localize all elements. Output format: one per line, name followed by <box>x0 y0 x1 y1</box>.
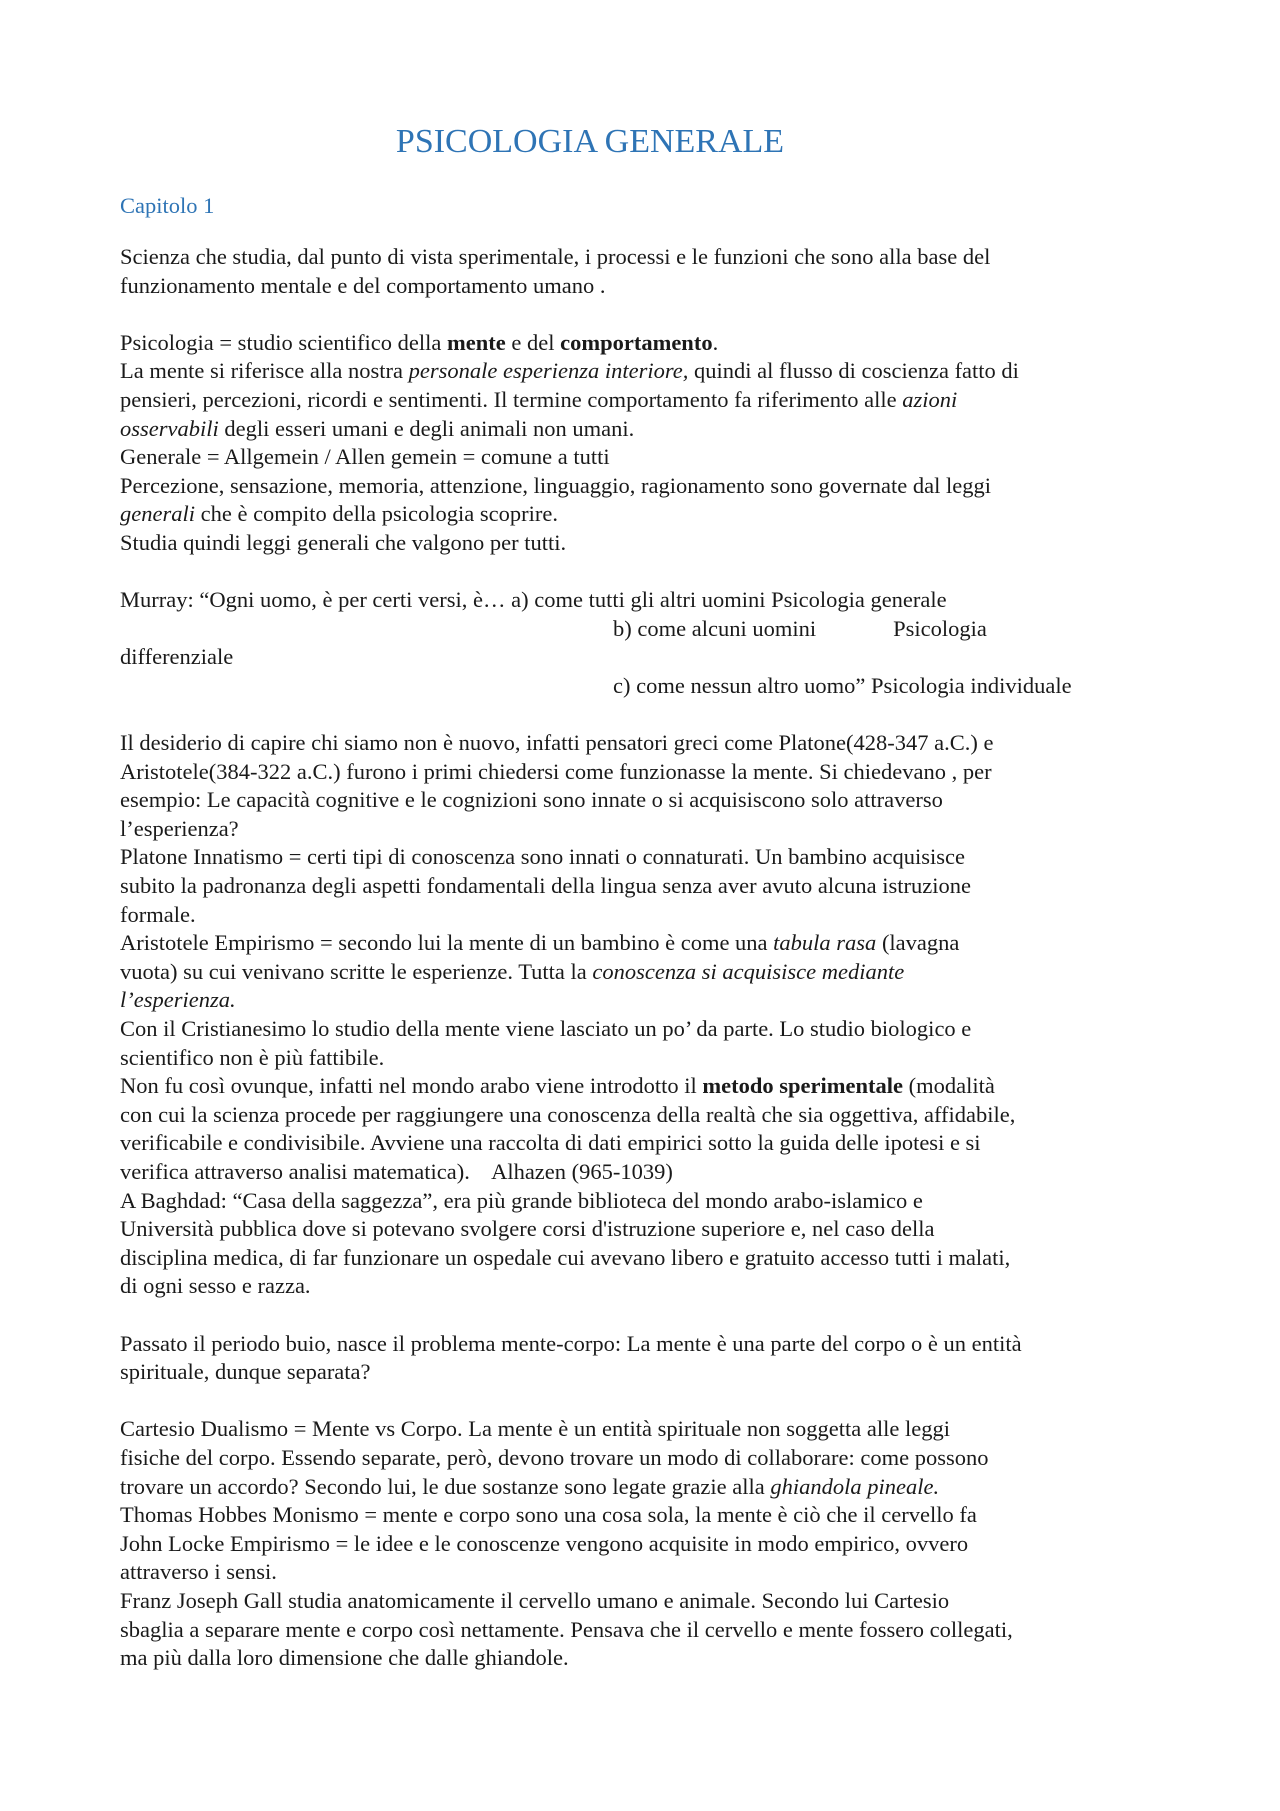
murray-option-b-label: Psicologia <box>893 615 987 641</box>
problema-line-2: spirituale, dunque separata? <box>120 1359 371 1385</box>
hobbes-line: Thomas Hobbes Monismo = mente e corpo sono una cosa sola, la mente è ciò che il cervello fa <box>120 1502 977 1528</box>
arabo-text-a: Non fu così ovunque, infatti nel mondo arabo viene introdotto il <box>120 1073 703 1099</box>
gall-line-3: ma più dalla loro dimensione che dalle ghiandole. <box>120 1645 569 1671</box>
aristotele-paragraph <box>120 929 1170 1015</box>
baghdad-line-2: Università pubblica dove si potevano svolgere corsi d'istruzione superiore e, nel caso della <box>120 1216 935 1242</box>
cartesio-line-1: Cartesio Dualismo = Mente vs Corpo. La mente è un entità spirituale non soggetta alle leggi <box>120 1416 950 1442</box>
murray-line-2 <box>120 616 987 641</box>
def-mente: mente <box>447 329 506 355</box>
def-text-e: . <box>712 329 719 355</box>
mente-paragraph <box>120 357 1170 443</box>
cartesio-line-2: fisiche del corpo. Essendo separate, però, devono trovare un modo di collaborare: come possono <box>120 1444 989 1470</box>
aristotele-italic-tabula: tabula rasa <box>773 930 877 956</box>
gall-paragraph <box>120 1587 1170 1673</box>
baghdad-line-3: disciplina medica, di far funzionare un ospedale cui avevano libero e gratuito accesso tutti i malati, <box>120 1244 1011 1270</box>
generale-line: Generale = Allgemein / Allen gemein = comune a tutti <box>120 444 610 470</box>
percezione-line-1: Percezione, sensazione, memoria, attenzione, linguaggio, ragionamento sono governate dal leggi <box>120 472 991 498</box>
problema-line-1: Passato il periodo buio, nasce il problema mente-corpo: La mente è una parte del corpo o è un entità <box>120 1330 1022 1356</box>
percezione-paragraph <box>120 472 1170 529</box>
title-container <box>0 120 1280 164</box>
baghdad-line-4: di ogni sesso e razza. <box>120 1273 311 1299</box>
cristianesimo-paragraph <box>120 1015 1170 1072</box>
platone-line-2: subito la padronanza degli aspetti fondamentali della lingua senza aver avuto alcuna istruzione <box>120 873 971 899</box>
murray-line-1: Murray: “Ogni uomo, è per certi versi, è… a) come tutti gli altri uomini Psicologia generale <box>120 587 947 613</box>
mente-line-2: pensieri, percezioni, ricordi e sentimenti. Il termine comportamento fa riferimento alle <box>120 386 903 412</box>
gall-line-2: sbaglia a separare mente e corpo così nettamente. Pensava che il cervello e mente fossero collegati, <box>120 1616 1013 1642</box>
gall-line-1: Franz Joseph Gall studia anatomicamente il cervello umano e animale. Secondo lui Cartesio <box>120 1587 950 1613</box>
cartesio-paragraph <box>120 1415 1170 1501</box>
chapter-heading: Capitolo 1 <box>120 193 215 218</box>
arabo-text-c: (modalità <box>902 1073 995 1099</box>
percezione-line-2: che è compito della psicologia scoprire. <box>194 501 558 527</box>
storia-line-3: esempio: Le capacità cognitive e le cognizioni sono innate o si acquisiscono solo attraverso <box>120 787 943 813</box>
platone-paragraph <box>120 843 1170 929</box>
baghdad-paragraph <box>120 1187 1170 1301</box>
cristianesimo-line-1: Con il Cristianesimo lo studio della mente viene lasciato un po’ da parte. Lo studio biologico e <box>120 1016 972 1042</box>
mente-text-a: La mente si riferisce alla nostra <box>120 358 409 384</box>
intro-paragraph <box>120 243 1170 300</box>
definition-line <box>120 329 1170 358</box>
aristotele-text-b: (lavagna <box>876 930 960 956</box>
murray-option-b: b) come alcuni uomini <box>613 615 817 641</box>
locke-line-1: John Locke Empirismo = le idee e le conoscenze vengono acquisite in modo empirico, ovvero <box>120 1530 969 1556</box>
arabo-line-2: con cui la scienza procede per raggiungere una conoscenza della realtà che sia oggettiva, affidabile, <box>120 1101 1016 1127</box>
document-body <box>120 192 1170 1673</box>
def-comportamento: comportamento <box>560 329 713 355</box>
locke-line-2: attraverso i sensi. <box>120 1559 277 1585</box>
cristianesimo-line-2: scientifico non è più fattibile. <box>120 1044 385 1070</box>
murray-line-3: differenziale <box>120 644 234 670</box>
aristotele-text-a: Aristotele Empirismo = secondo lui la mente di un bambino è come una <box>120 930 774 956</box>
arabo-line-3: verificabile e condivisibile. Avviene una raccolta di dati empirici sotto la guida delle ipotesi e si <box>120 1130 981 1156</box>
platone-line-3: formale. <box>120 901 196 927</box>
document-title: PSICOLOGIA GENERALE <box>395 123 785 160</box>
mente-italic-osservabili: osservabili <box>120 415 219 441</box>
arabo-line-4: verifica attraverso analisi matematica). Alhazen (965-1039) <box>120 1159 673 1184</box>
storia-line-2: Aristotele(384-322 a.C.) furono i primi chiedersi come funzionasse la mente. Si chiedevano , per <box>120 758 992 784</box>
mente-line-3: degli esseri umani e degli animali non umani. <box>218 415 635 441</box>
mente-italic-azioni: azioni <box>902 386 958 412</box>
mente-text-c: quindi al flusso di coscienza fatto di <box>688 358 1019 384</box>
studia-line: Studia quindi leggi generali che valgono per tutti. <box>120 529 567 555</box>
storia-paragraph <box>120 729 1170 843</box>
def-text-c: e del <box>505 329 561 355</box>
intro-line-1: Scienza che studia, dal punto di vista sperimentale, i processi e le funzioni che sono alla base del <box>120 244 991 269</box>
mente-italic-b: personale esperienza interiore, <box>408 358 689 384</box>
platone-line-1: Platone Innatismo = certi tipi di conoscenza sono innati o connaturati. Un bambino acquisisce <box>120 844 965 870</box>
aristotele-italic-esperienza: l’esperienza. <box>120 987 236 1013</box>
problema-paragraph <box>120 1330 1170 1387</box>
cartesio-line-3: trovare un accordo? Secondo lui, le due sostanze sono legate grazie alla <box>120 1473 771 1499</box>
aristotele-line-2: vuota) su cui venivano scritte le esperienze. Tutta la <box>120 958 593 984</box>
storia-line-4: l’esperienza? <box>120 815 239 841</box>
storia-line-1: Il desiderio di capire chi siamo non è nuovo, infatti pensatori greci come Platone(428-347 a.C.) e <box>120 730 994 756</box>
arabo-bold-metodo: metodo sperimentale <box>702 1073 903 1099</box>
arabo-paragraph <box>120 1072 1170 1186</box>
baghdad-line-1: A Baghdad: “Casa della saggezza”, era più grande biblioteca del mondo arabo-islamico e <box>120 1187 923 1213</box>
cartesio-italic-ghiandola: ghiandola pineale. <box>770 1473 940 1499</box>
percezione-italic-generali: generali <box>120 501 195 527</box>
murray-paragraph <box>120 586 1170 700</box>
murray-option-c: c) come nessun altro uomo” Psicologia individuale <box>613 672 1072 698</box>
aristotele-italic-conoscenza: conoscenza si acquisisce mediante <box>592 958 905 984</box>
locke-paragraph <box>120 1530 1170 1587</box>
def-text-a: Psicologia = studio scientifico della <box>120 329 448 355</box>
intro-line-2: funzionamento mentale e del comportamento umano . <box>120 272 606 298</box>
